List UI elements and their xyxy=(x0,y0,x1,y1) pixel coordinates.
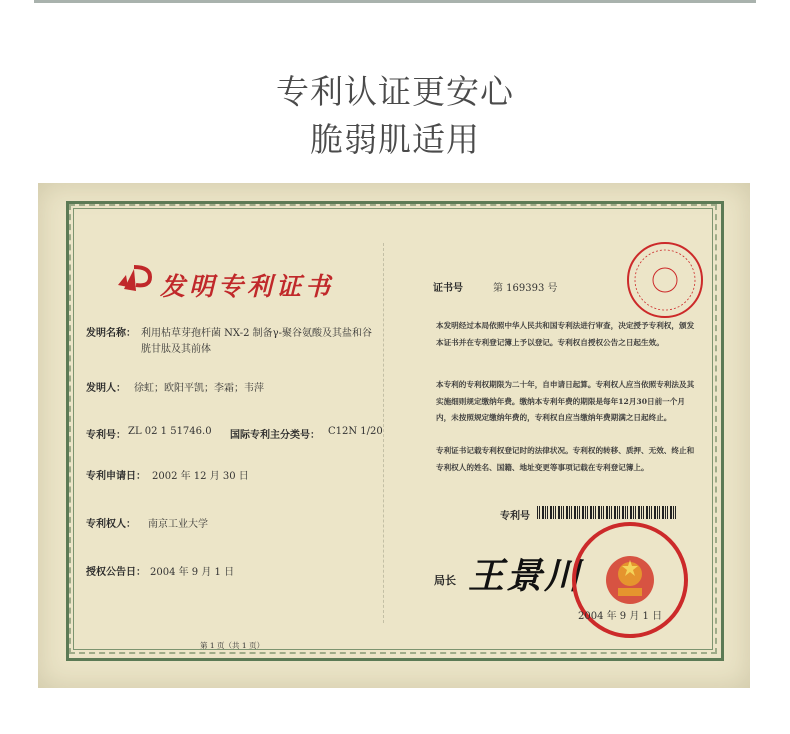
invention-name-value-2: 胱甘肽及其前体 xyxy=(141,344,211,355)
patent-office-logo-icon xyxy=(116,263,156,293)
patent-barcode xyxy=(537,506,677,519)
grant-date-value: 2004 年 9 月 1 日 xyxy=(150,567,235,578)
filing-date-label: 专利申请日： xyxy=(86,471,146,482)
patent-certificate-image xyxy=(38,183,750,688)
patent-no-label: 专利号： xyxy=(86,430,126,441)
national-ip-office-seal-icon xyxy=(570,520,690,640)
director-signature: 王景川 xyxy=(468,555,583,597)
ipc-label: 国际专利主分类号： xyxy=(230,430,320,441)
cert-no-value: 第 169393 号 xyxy=(493,283,558,294)
ipc-value: C12N 1/20 xyxy=(328,426,383,437)
certificate-fold-line xyxy=(383,243,385,623)
issue-date: 2004 年 9 月 1 日 xyxy=(578,611,663,622)
cert-no-label: 证书号 xyxy=(433,283,463,294)
top-seal-icon xyxy=(624,239,706,321)
certificate-paragraph-2: 本专利的专利权期限为二十年，自申请日起算。专利权人应当依照专利法及其实施细则规定缴纳年费。缴纳本专利年费的期限是每年12月30日前一个月内，未按照规定缴纳年费的，专利权自应当缴纳年费期满之日起终止。 xyxy=(436,380,695,422)
filing-date-value: 2002 年 12 月 30 日 xyxy=(152,471,249,482)
barcode-label: 专利号 xyxy=(500,511,530,522)
certificate-title: 发明专利证书 xyxy=(160,272,335,301)
invention-name-label: 发明名称： xyxy=(86,328,136,339)
patent-no-value: ZL 02 1 51746.0 xyxy=(128,426,212,437)
inventor-value: 徐虹；欧阳平凯；李霜；韦萍 xyxy=(134,383,264,394)
top-divider xyxy=(34,0,756,3)
director-label: 局长 xyxy=(434,574,456,587)
invention-name-value: 利用枯草芽孢杆菌 NX-2 制备γ-聚谷氨酸及其盐和谷 xyxy=(141,328,372,339)
certificate-paragraph-3: 专利证书记载专利权登记时的法律状况。专利权的转移、质押、无效、终止和专利权人的姓名、国籍、地址变更等事项记载在专利登记簿上。 xyxy=(436,446,695,472)
page-indicator: 第 1 页（共 1 页） xyxy=(200,641,265,650)
inventor-label: 发明人： xyxy=(86,383,126,394)
certificate-paragraph-1: 本发明经过本局依照中华人民共和国专利法进行审查，决定授予专利权，颁发本证书并在专利登记簿上予以登记。专利权自授权公告之日起生效。 xyxy=(436,321,695,347)
headline-line-1: 专利认证更安心 xyxy=(276,72,514,111)
grant-date-label: 授权公告日： xyxy=(86,567,146,578)
headline-line-2: 脆弱肌适用 xyxy=(310,120,480,159)
patentee-label: 专利权人： xyxy=(86,519,136,530)
patentee-value: 南京工业大学 xyxy=(148,519,208,530)
